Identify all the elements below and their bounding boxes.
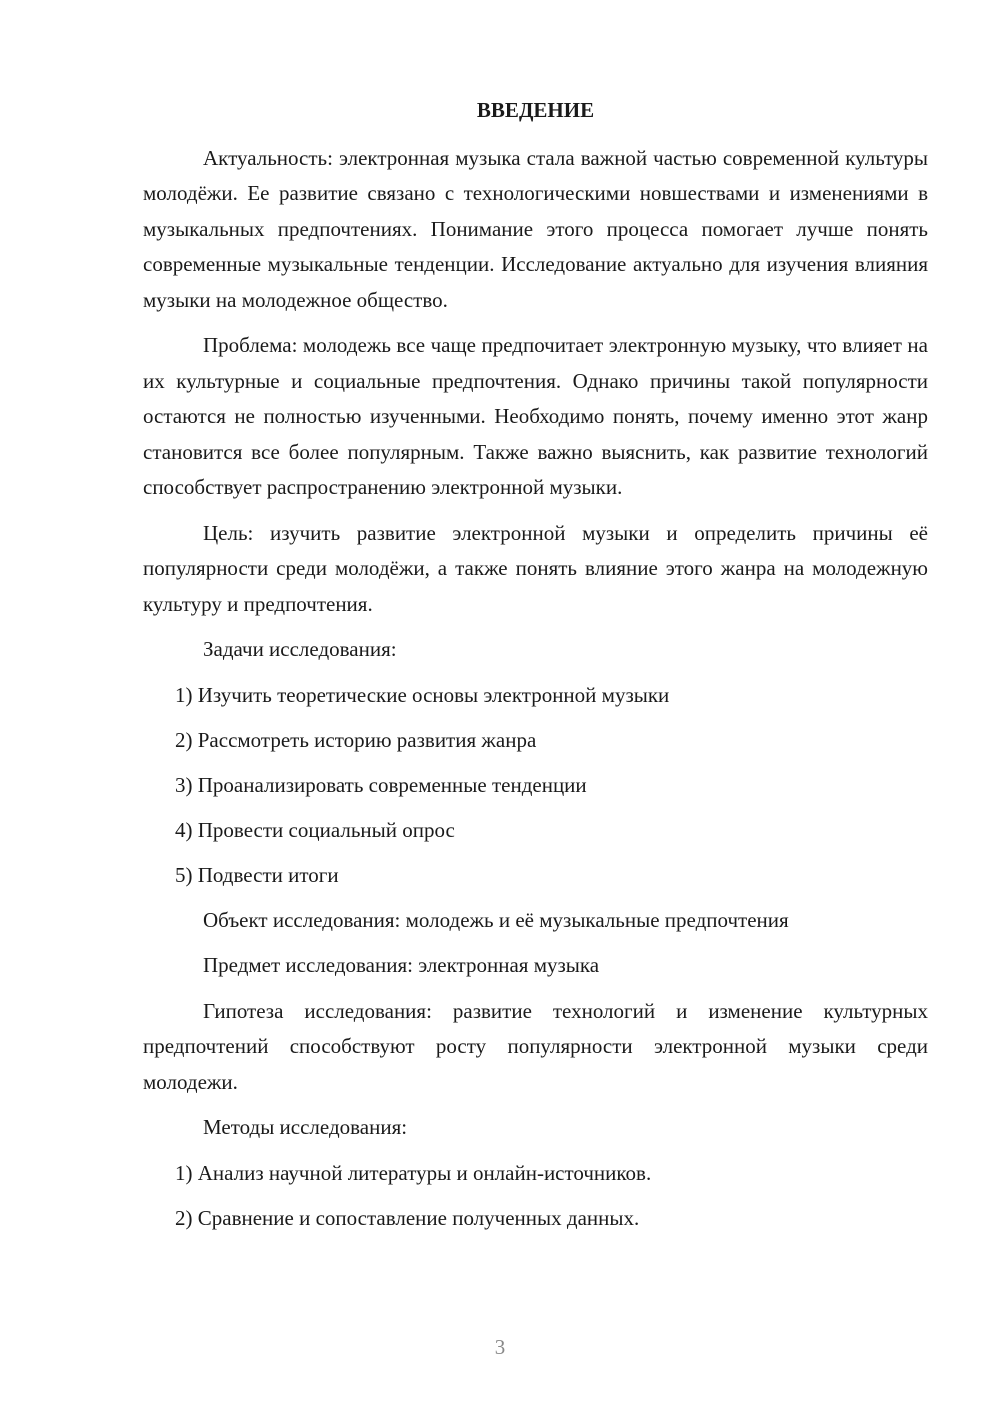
tasks-title: Задачи исследования: (203, 637, 397, 661)
tasks-list (143, 678, 928, 894)
paragraph-relevance: Актуальность: электронная музыка стала важной частью современной культуры молодёжи. Ее развитие связано с технологическими новшествами и изменениями в музыкальных предпочтениях. Понимание этого процесса помогает лучше понять современные музыкальные тенденции. Исследование актуально для изучения влияния музыки на молодежное общество. (143, 145, 928, 312)
list-item: 4) Провести социальный опрос (175, 817, 455, 842)
paragraph-subject: Предмет исследования: электронная музыка (203, 953, 600, 977)
section-heading: ВВЕДЕНИЕ (476, 98, 595, 122)
paragraph-hypothesis: Гипотеза исследования: развитие технологий и изменение культурных предпочтений способствуют росту популярности электронной музыки среди молодежи. (143, 998, 928, 1094)
methods-title: Методы исследования: (203, 1115, 408, 1139)
list-item: 2) Рассмотреть историю развития жанра (175, 727, 537, 752)
paragraph-object: Объект исследования: молодежь и её музыкальные предпочтения (203, 907, 789, 932)
list-item: 1) Изучить теоретические основы электронной музыки (175, 682, 670, 707)
list-item: 1) Анализ научной литературы и онлайн-источников. (175, 1160, 652, 1185)
list-item: 5) Подвести итоги (175, 862, 339, 887)
page-number: 3 (494, 1335, 506, 1359)
paragraph-problem: Проблема: молодежь все чаще предпочитает электронную музыку, что влияет на их культурные и социальные предпочтения. Однако причины такой популярности остаются не полностью изученными. Необходимо понять, почему именно этот жанр становится все более популярным. Также важно выяснить, как развитие технологий способствует распространению электронной музыки. (143, 333, 928, 499)
paragraph-goal: Цель: изучить развитие электронной музыки и определить причины её популярности среди молодёжи, а также понять влияние этого жанра на молодежную культуру и предпочтения. (143, 520, 928, 616)
list-item: 3) Проанализировать современные тенденции (175, 772, 587, 797)
list-item: 2) Сравнение и сопоставление полученных данных. (175, 1205, 640, 1230)
document-page (143, 93, 928, 1246)
methods-list (143, 1156, 928, 1237)
